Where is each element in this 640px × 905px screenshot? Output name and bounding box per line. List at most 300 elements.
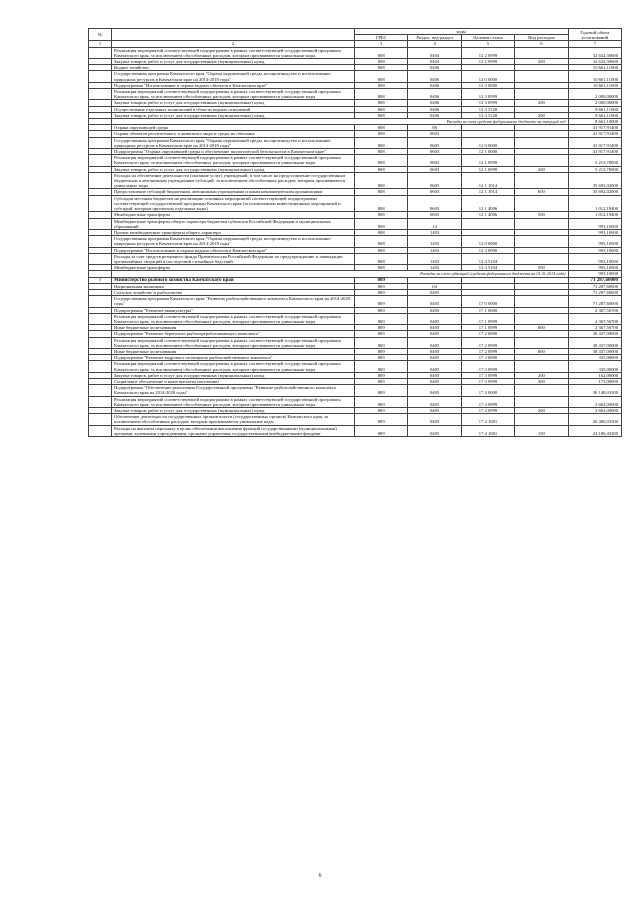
cell-name: Реализация мероприятий соответствующей подпрограммы в рамках соответствующей государственной программы Камчатского края, за исключением обособленных расходов, которым присваиваются уникальные коды bbox=[112, 155, 355, 166]
header-vr: Вид расходов bbox=[515, 35, 568, 41]
cell-grbs: 808 bbox=[355, 59, 408, 65]
cell-razdel: 0603 bbox=[408, 137, 461, 148]
cell-grbs: 808 bbox=[355, 47, 408, 58]
table-row bbox=[89, 47, 622, 58]
header-name bbox=[112, 29, 355, 41]
cell-name: Закупка товаров, работ и услуг для государственных (муниципальных) нужд bbox=[112, 408, 355, 414]
cell-num bbox=[89, 172, 112, 189]
cell-grbs: 809 bbox=[355, 414, 408, 425]
cell-name: Государственная программа Камчатского края "Охрана окружающей среды, воспроизводство и использование природных ресурсов в Камчатском крае на 2014-2018 годы" bbox=[112, 236, 355, 247]
cell-name: Охрана окружающей среды bbox=[112, 125, 355, 131]
cell-num bbox=[89, 385, 112, 396]
cell-sum: 8 661,11000 bbox=[568, 112, 621, 118]
cell-cs: 12 1 1014 bbox=[461, 189, 514, 195]
cell-vr: 300 bbox=[515, 378, 568, 384]
cell-grbs: 809 bbox=[355, 337, 408, 348]
cell-name: Реализация мероприятий соответствующей подпрограммы в рамках соответствующей государственной программы Камчатского края, за исключением обособленных расходов, которым присваиваются уникальные коды bbox=[112, 337, 355, 348]
cell-grbs: 809 bbox=[355, 325, 408, 331]
table-row bbox=[89, 236, 622, 247]
table-row bbox=[89, 296, 622, 307]
cell-grbs: 808 bbox=[355, 229, 408, 235]
cell-vr bbox=[515, 47, 568, 58]
header-cs: Целевая статья bbox=[461, 35, 514, 41]
colnum: 1 bbox=[89, 41, 112, 47]
cell-num bbox=[89, 313, 112, 324]
cell-razdel: 0405 bbox=[408, 408, 461, 414]
cell-razdel: 0404 bbox=[408, 59, 461, 65]
cell-razdel: 0603 bbox=[408, 172, 461, 189]
cell-sum: 8 661,10000 bbox=[568, 119, 621, 125]
cell-cs: 12 1 4006 bbox=[461, 195, 514, 212]
cell-vr bbox=[515, 218, 568, 229]
cell-razdel: 0406 bbox=[408, 89, 461, 100]
cell-razdel: 1403 bbox=[408, 265, 461, 271]
cell-razdel: 0405 bbox=[408, 307, 461, 313]
cell-razdel: 0603 bbox=[408, 131, 461, 137]
cell-sum: 8 661,11000 bbox=[568, 106, 621, 112]
colnum: 5 bbox=[461, 41, 514, 47]
cell-grbs: 808 bbox=[355, 106, 408, 112]
cell-sum: 993,10000 bbox=[568, 247, 621, 253]
cell-grbs: 808 bbox=[355, 89, 408, 100]
table-row bbox=[89, 172, 622, 189]
cell-cs: 17 3 0999 bbox=[461, 378, 514, 384]
cell-razdel: 0406 bbox=[408, 82, 461, 88]
cell-cs: 12 0 0000 bbox=[461, 236, 514, 247]
cell-sum: 993,10000 bbox=[568, 271, 621, 277]
cell-vr bbox=[515, 137, 568, 148]
cell-vr: 200 bbox=[515, 372, 568, 378]
cell-grbs: 809 bbox=[355, 283, 408, 289]
cell-name: Водное хозяйство bbox=[112, 65, 355, 71]
budget-table bbox=[88, 28, 622, 437]
cell-cs bbox=[461, 218, 514, 229]
cell-grbs: 809 bbox=[355, 331, 408, 337]
cell-sum: 1 012,19400 bbox=[568, 212, 621, 218]
cell-vr: 200 bbox=[515, 100, 568, 106]
cell-sum: 162,00000 bbox=[568, 372, 621, 378]
cell-name: Закупка товаров, работ и услуг для государственных (муниципальных) нужд bbox=[112, 59, 355, 65]
cell-cs: 12 1 4006 bbox=[461, 212, 514, 218]
cell-razdel: 0603 bbox=[408, 166, 461, 172]
cell-cs: 17 1 0000 bbox=[461, 307, 514, 313]
cell-name: Расходы за счет средств резервного фонда Правительства Российской Федерации по предупреждению и ликвидации чрезвычайных ситуаций и последствий стихийных бедствий bbox=[112, 253, 355, 264]
cell-grbs: 809 bbox=[355, 348, 408, 354]
cell-num bbox=[89, 425, 112, 436]
cell-razdel: 0405 bbox=[408, 414, 461, 425]
cell-name: Прочие межбюджетные трансферты общего характера bbox=[112, 229, 355, 235]
cell-razdel: 1403 bbox=[408, 236, 461, 247]
cell-grbs: 809 bbox=[355, 372, 408, 378]
cell-name: Подпрограмма "Охрана окружающей среды и обеспечение экологической безопасности в Камчатском крае" bbox=[112, 149, 355, 155]
cell-cs: 17 3 0000 bbox=[461, 355, 514, 361]
cell-vr: 200 bbox=[515, 112, 568, 118]
page-number: 6 bbox=[318, 873, 322, 879]
cell-sum: 10 661,11000 bbox=[568, 82, 621, 88]
cell-sum: 993,10000 bbox=[568, 218, 621, 229]
cell-cs: 17 0 0000 bbox=[461, 296, 514, 307]
cell-razdel: 0603 bbox=[408, 195, 461, 212]
cell-grbs: 808 bbox=[355, 65, 408, 71]
cell-grbs: 809 bbox=[355, 277, 408, 283]
cell-grbs: 808 bbox=[355, 131, 408, 137]
table-row bbox=[89, 385, 622, 396]
cell-cs: 12 2 0999 bbox=[461, 59, 514, 65]
cell-vr: 600 bbox=[515, 189, 568, 195]
table-row bbox=[89, 425, 622, 436]
cell-cs: 12 0 0000 bbox=[461, 71, 514, 82]
cell-vr bbox=[515, 253, 568, 264]
header-num: № bbox=[89, 29, 112, 41]
cell-vr: 200 bbox=[515, 408, 568, 414]
cell-cs: 12 3 0999 bbox=[461, 100, 514, 106]
cell-razdel: 0405 bbox=[408, 425, 461, 436]
cell-name: Осуществление отдельных полномочий в области водных отношений bbox=[112, 106, 355, 112]
cell-sum: 10 661,11000 bbox=[568, 71, 621, 82]
cell-sum: 10 661,11000 bbox=[568, 65, 621, 71]
table-row bbox=[89, 89, 622, 100]
cell-name: Межбюджетные трансферты общего характера бюджетам субъектов Российской Федерации и муниципальных образований bbox=[112, 218, 355, 229]
cell-vr bbox=[515, 396, 568, 407]
cell-grbs: 809 bbox=[355, 296, 408, 307]
cell-grbs: 808 bbox=[355, 218, 408, 229]
cell-sum: 71 287,60000 bbox=[568, 289, 621, 295]
cell-razdel: 0406 bbox=[408, 106, 461, 112]
table-row bbox=[89, 137, 622, 148]
cell-vr: 800 bbox=[515, 325, 568, 331]
cell-razdel: 0405 bbox=[408, 396, 461, 407]
cell-razdel: 0603 bbox=[408, 149, 461, 155]
cell-razdel: 04 bbox=[408, 283, 461, 289]
cell-vr bbox=[515, 195, 568, 212]
cell-sum: 1 012,19400 bbox=[568, 195, 621, 212]
cell-cs: 12 3 0999 bbox=[461, 89, 514, 100]
cell-grbs: 808 bbox=[355, 265, 408, 271]
header-razdel: Раздел, под-раздел bbox=[408, 35, 461, 41]
cell-grbs: 809 bbox=[355, 425, 408, 436]
cell-razdel: 0405 bbox=[408, 372, 461, 378]
cell-grbs: 809 bbox=[355, 378, 408, 384]
cell-sum: 71 287,60000 bbox=[568, 283, 621, 289]
cell-sum: 3 662,00000 bbox=[568, 408, 621, 414]
cell-cs: 17 4 1001 bbox=[461, 414, 514, 425]
table-row bbox=[89, 218, 622, 229]
cell-sum: 993,10000 bbox=[568, 253, 621, 264]
cell-razdel: 0405 bbox=[408, 378, 461, 384]
cell-name: Закупка товаров, работ и услуг для государственных (муниципальных) нужд bbox=[112, 112, 355, 118]
table-row bbox=[89, 313, 622, 324]
cell-name: Иные бюджетные ассигнования bbox=[112, 325, 355, 331]
cell-grbs: 808 bbox=[355, 155, 408, 166]
cell-name: Иные бюджетные ассигнования bbox=[112, 348, 355, 354]
cell-name: Национальная экономика bbox=[112, 283, 355, 289]
cell-name: Подпрограмма "Развитие берегового рыбоперерабатывающего комплекса" bbox=[112, 331, 355, 337]
cell-razdel: 0405 bbox=[408, 296, 461, 307]
cell-sum: 38 437,00000 bbox=[568, 331, 621, 337]
cell-vr: 800 bbox=[515, 348, 568, 354]
colnum: 4 bbox=[408, 41, 461, 47]
cell-num bbox=[89, 337, 112, 348]
cell-name: Подпрограмма "Использование и охрана водных объектов в Камчатском крае" bbox=[112, 82, 355, 88]
cell-cs: 17 2 0999 bbox=[461, 337, 514, 348]
table-row bbox=[89, 337, 622, 348]
cell-sum: 2 000,00000 bbox=[568, 89, 621, 100]
cell-razdel: 0603 bbox=[408, 155, 461, 166]
cell-sum: 2 367,56700 bbox=[568, 313, 621, 324]
cell-cs: 12 1 0999 bbox=[461, 155, 514, 166]
cell-razdel: 0406 bbox=[408, 100, 461, 106]
header-grbs: ГРБС bbox=[355, 35, 408, 41]
cell-sum: 32 632,30600 bbox=[568, 47, 621, 58]
cell-grbs: 808 bbox=[355, 100, 408, 106]
cell-razdel: 0603 bbox=[408, 189, 461, 195]
cell-grbs: 809 bbox=[355, 361, 408, 372]
cell-vr bbox=[515, 337, 568, 348]
header-codes: коды bbox=[355, 29, 569, 35]
cell-num bbox=[89, 71, 112, 82]
cell-sum: 35 692,02000 bbox=[568, 189, 621, 195]
cell-name: Закупка товаров, работ и услуг для государственных (муниципальных) нужд bbox=[112, 372, 355, 378]
cell-sum: 30 148,03300 bbox=[568, 385, 621, 396]
cell-sum: 2 367,56700 bbox=[568, 307, 621, 313]
cell-name: Субсидии местным бюджетам на реализацию основных мероприятий соответствующей подпрограммы соответствующей государственной программы Камчатского края (за исключением инвестиционных мероприятий и субсидий, которым присвоены отдельные коды) bbox=[112, 195, 355, 212]
cell-name: Межбюджетные трансферты bbox=[112, 265, 355, 271]
colnum: 7 bbox=[568, 41, 621, 47]
cell-razdel: 1403 bbox=[408, 247, 461, 253]
cell-sum: 71 287,60000 bbox=[568, 296, 621, 307]
colnum: 6 bbox=[515, 41, 568, 47]
header-sum: Годовой объем ассигнований bbox=[568, 29, 621, 41]
cell-vr bbox=[515, 414, 568, 425]
cell-cs: 17 4 1001 bbox=[461, 425, 514, 436]
cell-vr bbox=[515, 296, 568, 307]
cell-num bbox=[89, 155, 112, 166]
cell-num bbox=[89, 195, 112, 212]
cell-name: Реализация мероприятий соответствующей подпрограммы в рамках соответствующей государственной программы Камчатского края, за исключением обособленных расходов, которым присваиваются уникальные коды bbox=[112, 313, 355, 324]
cell-grbs: 809 bbox=[355, 385, 408, 396]
table-row bbox=[89, 414, 622, 425]
cell-razdel: 0406 bbox=[408, 65, 461, 71]
cell-grbs: 808 bbox=[355, 149, 408, 155]
cell-razdel: 0405 bbox=[408, 385, 461, 396]
cell-name: Расходы на выплаты персоналу в целях обеспечения выполнения функций государственными (муниципальными) органами, казенными учреждениями, органами управления государственными внебюджетными фондами bbox=[112, 425, 355, 436]
cell-name: Подпрограмма "Использование и охрана водных объектов в Камчатском крае" bbox=[112, 247, 355, 253]
cell-note: Расходы за счет субвенций (средств федерального бюджета на 01.01.2014 года) bbox=[112, 271, 569, 277]
cell-grbs: 809 bbox=[355, 307, 408, 313]
cell-razdel: 14 bbox=[408, 218, 461, 229]
cell-sum: 24 186,43300 bbox=[568, 425, 621, 436]
cell-sum: 38 437,00000 bbox=[568, 348, 621, 354]
cell-name: Подпрограмма "Развитие аквакультуры" bbox=[112, 307, 355, 313]
cell-razdel: 0405 bbox=[408, 313, 461, 324]
cell-vr: 500 bbox=[515, 265, 568, 271]
cell-num bbox=[89, 218, 112, 229]
colnum: 2 bbox=[112, 41, 355, 47]
cell-sum: 5 213,70000 bbox=[568, 155, 621, 166]
cell-razdel: 0405 bbox=[408, 289, 461, 295]
cell-vr: 200 bbox=[515, 59, 568, 65]
cell-grbs: 808 bbox=[355, 247, 408, 253]
cell-sum: 2 000,00000 bbox=[568, 100, 621, 106]
cell-cs: 17 4 0000 bbox=[461, 385, 514, 396]
cell-vr bbox=[515, 236, 568, 247]
cell-name: Социальное обеспечение и иные выплаты населению bbox=[112, 378, 355, 384]
table-row bbox=[89, 71, 622, 82]
cell-grbs: 808 bbox=[355, 71, 408, 82]
cell-razdel: 0603 bbox=[408, 212, 461, 218]
cell-cs: 12 3 5104 bbox=[461, 253, 514, 264]
cell-name: Подпрограмма "Развитие кадрового потенциала рыбохозяйственного комплекса" bbox=[112, 355, 355, 361]
cell-sum: 35 692,02000 bbox=[568, 172, 621, 189]
cell-grbs: 809 bbox=[355, 355, 408, 361]
cell-sum: 2 367,56700 bbox=[568, 325, 621, 331]
cell-vr bbox=[515, 313, 568, 324]
cell-grbs: 808 bbox=[355, 212, 408, 218]
cell-sum: 41 917,91400 bbox=[568, 149, 621, 155]
cell-grbs: 808 bbox=[355, 137, 408, 148]
cell-name: Государственная программа Камчатского края "Охрана окружающей среды, воспроизводство и использование природных ресурсов в Камчатском крае на 2014-2018 годы" bbox=[112, 71, 355, 82]
cell-num bbox=[89, 396, 112, 407]
cell-vr bbox=[515, 71, 568, 82]
cell-sum: 41 917,91400 bbox=[568, 131, 621, 137]
cell-razdel: 0406 bbox=[408, 71, 461, 82]
cell-cs: 17 1 0999 bbox=[461, 325, 514, 331]
cell-cs: 12 3 0000 bbox=[461, 82, 514, 88]
colnum: 3 bbox=[355, 41, 408, 47]
cell-razdel: 1403 bbox=[408, 253, 461, 264]
cell-grbs: 809 bbox=[355, 396, 408, 407]
cell-grbs: 809 bbox=[355, 289, 408, 295]
cell-cs: 12 2 0999 bbox=[461, 47, 514, 58]
table-body bbox=[89, 47, 622, 436]
cell-grbs: 808 bbox=[355, 82, 408, 88]
cell-sum: 993,10000 bbox=[568, 265, 621, 271]
budget-table-sheet bbox=[88, 28, 622, 437]
cell-razdel: 06 bbox=[408, 125, 461, 131]
cell-sum: 26 486,03300 bbox=[568, 414, 621, 425]
cell-cs: 17 2 0999 bbox=[461, 348, 514, 354]
cell-cs: 12 3 5128 bbox=[461, 112, 514, 118]
cell-name: Подпрограмма "Обеспечение реализации Государственной программы "Развитие рыбохозяйственного комплекса Камчатского края на 2014-2020 годы" bbox=[112, 385, 355, 396]
cell-sum: 38 437,00000 bbox=[568, 337, 621, 348]
table-row bbox=[89, 396, 622, 407]
cell-cs: 17 3 0999 bbox=[461, 372, 514, 378]
table-row bbox=[89, 195, 622, 212]
cell-name: Закупка товаров, работ и услуг для государственных (муниципальных) нужд bbox=[112, 100, 355, 106]
cell-sum: 41 917,91400 bbox=[568, 137, 621, 148]
cell-cs: 12 3 5128 bbox=[461, 106, 514, 112]
cell-cs: 17 4 0999 bbox=[461, 408, 514, 414]
cell-sum: 335,00000 bbox=[568, 361, 621, 372]
cell-cs: 17 1 0999 bbox=[461, 313, 514, 324]
cell-razdel: 0405 bbox=[408, 355, 461, 361]
cell-num bbox=[89, 296, 112, 307]
cell-cs: 12 3 5104 bbox=[461, 265, 514, 271]
cell-grbs: 808 bbox=[355, 172, 408, 189]
cell-name: Министерство рыбного хозяйства Камчатского края bbox=[112, 277, 355, 283]
cell-cs: 12 0 0000 bbox=[461, 137, 514, 148]
cell-vr bbox=[515, 361, 568, 372]
cell-name: Охрана объектов растительного и животного мира и среды их обитания bbox=[112, 131, 355, 137]
cell-sum: 993,10000 bbox=[568, 236, 621, 247]
cell-razdel: 0405 bbox=[408, 337, 461, 348]
cell-name: Реализация мероприятий соответствующей подпрограммы в рамках соответствующей государственной программы Камчатского края, за исключением обособленных расходов, которым присваиваются уникальные коды bbox=[112, 47, 355, 58]
cell-razdel: 1403 bbox=[408, 229, 461, 235]
cell-name: Реализация мероприятий соответствующей подпрограммы в рамках соответствующей государственной программы Камчатского края, за исключением обособленных расходов, которым присваиваются уникальные коды bbox=[112, 361, 355, 372]
cell-grbs: 808 bbox=[355, 195, 408, 212]
cell-grbs: 808 bbox=[355, 112, 408, 118]
cell-sum: 71 287,60000 bbox=[568, 277, 621, 283]
cell-name: Государственная программа Камчатского края "Развитие рыбохозяйственного комплекса Камчатского края на 2014-2020 годы" bbox=[112, 296, 355, 307]
cell-cs: 12 3 0000 bbox=[461, 247, 514, 253]
cell-vr bbox=[515, 89, 568, 100]
cell-razdel: 0406 bbox=[408, 112, 461, 118]
cell-name: Государственная программа Камчатского края "Охрана окружающей среды, воспроизводство и использование природных ресурсов в Камчатском крае на 2014-2018 годы" bbox=[112, 137, 355, 148]
cell-razdel: 0405 bbox=[408, 361, 461, 372]
cell-razdel: 0405 bbox=[408, 325, 461, 331]
cell-grbs: 808 bbox=[355, 125, 408, 131]
cell-cs: 12 1 0000 bbox=[461, 149, 514, 155]
cell-sum: 3 662,00000 bbox=[568, 396, 621, 407]
cell-vr bbox=[515, 172, 568, 189]
cell-cs: 17 3 0999 bbox=[461, 361, 514, 372]
cell-razdel: 0405 bbox=[408, 331, 461, 337]
cell-name: Расходы на обеспечение деятельности (оказание услуг) учреждений, в том числе на предоставление государственным бюджетным и автономным учреждениям субсидий, за исключением обособленных расходов, которым присваиваются уникальные коды bbox=[112, 172, 355, 189]
cell-grbs: 808 bbox=[355, 166, 408, 172]
cell-cs: 12 1 1014 bbox=[461, 172, 514, 189]
table-row bbox=[89, 361, 622, 372]
cell-cs: 12 1 0999 bbox=[461, 166, 514, 172]
cell-cs: 17 2 0000 bbox=[461, 331, 514, 337]
cell-vr: 200 bbox=[515, 166, 568, 172]
cell-sum: 32 632,30600 bbox=[568, 59, 621, 65]
cell-grbs: 809 bbox=[355, 408, 408, 414]
cell-name: Межбюджетные трансферты bbox=[112, 212, 355, 218]
cell-vr: 100 bbox=[515, 425, 568, 436]
cell-sum: 335,00000 bbox=[568, 355, 621, 361]
cell-num bbox=[89, 361, 112, 372]
cell-grbs: 808 bbox=[355, 253, 408, 264]
table-row bbox=[89, 253, 622, 264]
cell-name: Реализация мероприятий соответствующей подпрограммы в рамках соответствующей государственной программы Камчатского края, за исключением обособленных расходов, которым присваиваются уникальные коды bbox=[112, 89, 355, 100]
cell-name: Предоставление субсидий бюджетным, автономным учреждениям и иным некоммерческим организациям bbox=[112, 189, 355, 195]
cell-vr bbox=[515, 155, 568, 166]
cell-sum: 5 213,70000 bbox=[568, 166, 621, 172]
cell-num bbox=[89, 47, 112, 58]
cell-sum: 173,00000 bbox=[568, 378, 621, 384]
cell-name: Сельское хозяйство и рыболовство bbox=[112, 289, 355, 295]
cell-razdel: 0405 bbox=[408, 348, 461, 354]
cell-sum: 993,10000 bbox=[568, 229, 621, 235]
cell-name: Реализация мероприятий соответствующей подпрограммы в рамках соответствующей государственной программы Камчатского края, за исключением обособленных расходов, которым присваиваются уникальные коды bbox=[112, 396, 355, 407]
cell-num bbox=[89, 236, 112, 247]
cell-num bbox=[89, 253, 112, 264]
cell-vr bbox=[515, 385, 568, 396]
cell-num: 7 bbox=[89, 277, 112, 283]
cell-note: Расходы за счет средств федерального бюджета на текущий год bbox=[112, 119, 569, 125]
cell-grbs: 808 bbox=[355, 236, 408, 247]
cell-razdel: 0404 bbox=[408, 47, 461, 58]
table-row bbox=[89, 155, 622, 166]
cell-num bbox=[89, 89, 112, 100]
cell-sum: 41 917,91400 bbox=[568, 125, 621, 131]
cell-num bbox=[89, 414, 112, 425]
cell-grbs: 809 bbox=[355, 313, 408, 324]
cell-vr: 500 bbox=[515, 212, 568, 218]
cell-grbs: 808 bbox=[355, 189, 408, 195]
cell-name: Обеспечение деятельности государственных органов власти (государственных органов) Камчатского края, за исключением обособленных расходов, которым присваиваются уникальные коды bbox=[112, 414, 355, 425]
cell-cs: 17 4 0999 bbox=[461, 396, 514, 407]
